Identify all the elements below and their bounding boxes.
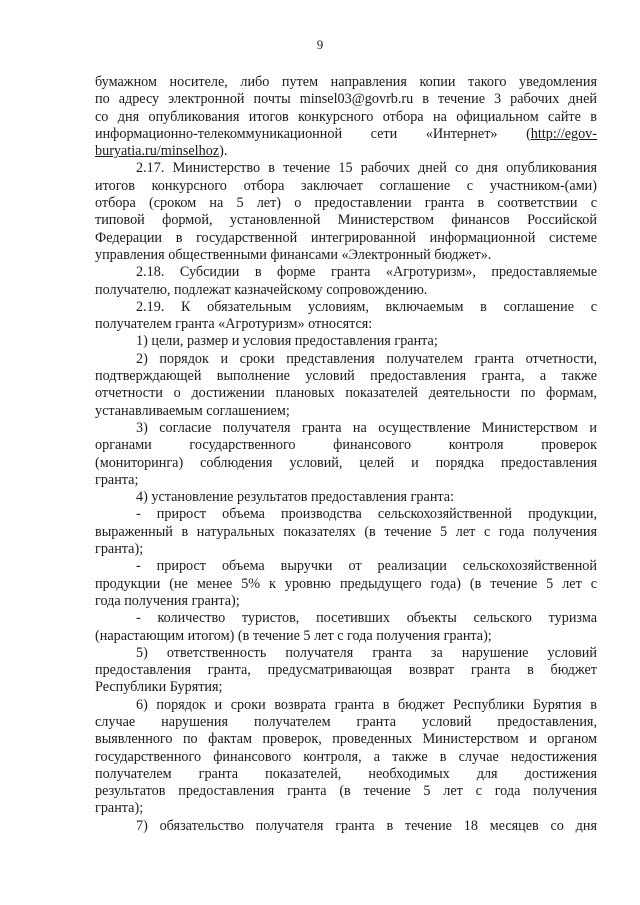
- text-line: государственного финансового контроля, а также в случае недостижения: [95, 748, 597, 765]
- url-link[interactable]: buryatia.ru/minselhoz: [95, 143, 220, 160]
- text-line: - прирост объема выручки от реализации сельскохозяйственной: [136, 558, 597, 575]
- text-line: информационно-телекоммуникационной сети «Интернет» (http://egov-: [95, 125, 597, 142]
- text-line: получателем гранта «Агротуризм» относятся:: [95, 316, 373, 333]
- text-line: по адресу электронной почты minsel03@govrb.ru в течение 3 рабочих дней: [95, 91, 597, 108]
- text-line: отбора (сроком на 5 лет) о предоставлении гранта в соответствии с: [95, 195, 597, 212]
- text-line: подтверждающей выполнение условий предоставления гранта, а также: [95, 368, 597, 385]
- text-line: устанавливаемым соглашением;: [95, 402, 290, 419]
- text-line: 6) порядок и сроки возврата гранта в бюджет Республики Бурятия в: [136, 696, 597, 713]
- page-number: 9: [316, 37, 324, 52]
- text-line: 2) порядок и сроки представления получателем гранта отчетности,: [136, 350, 597, 367]
- text-line: 1) цели, размер и условия предоставления гранта;: [136, 333, 438, 350]
- text-line: 3) согласие получателя гранта на осуществление Министерством и: [136, 419, 597, 436]
- text-line: гранта);: [95, 541, 144, 558]
- text-line: 7) обязательство получателя гранта в течение 18 месяцев со дня: [136, 817, 597, 834]
- text-line: buryatia.ru/minselhoz).: [95, 143, 228, 160]
- text-line: со дня опубликования итогов конкурсного отбора на официальном сайте в: [95, 108, 597, 125]
- document-body: [95, 74, 597, 835]
- text-line: продукции (не менее 5% к уровню предыдущего года) (в течение 5 лет с: [95, 575, 597, 592]
- text-line: года получения гранта);: [95, 592, 240, 609]
- text-line: результатов предоставления гранта (в течение 5 лет с года получения: [95, 783, 597, 800]
- text-line: гранта;: [95, 471, 139, 488]
- text-line: бумажном носителе, либо путем направления копии такого уведомления: [95, 74, 597, 90]
- text-line: - количество туристов, посетивших объекты сельского туризма: [136, 610, 597, 627]
- text-line: отчетности о достижении плановых показателей деятельности по формам,: [95, 385, 597, 402]
- text-line: получателю, подлежат казначейскому сопровождению.: [95, 281, 428, 298]
- text-line: итогов конкурсного отбора заключает соглашение с участником-(ами): [95, 177, 597, 194]
- text-line: предоставления гранта, предусматривающая возврат гранта в бюджет: [95, 662, 597, 679]
- text-line: получателем гранта показателей, необходимых для достижения: [95, 765, 597, 782]
- text-line: гранта);: [95, 800, 144, 817]
- text-line: случае нарушения получателем гранта условий предоставления,: [95, 713, 597, 730]
- text-line: выраженный в натуральных показателях (в течение 5 лет с года получения: [95, 523, 597, 540]
- text-line: - прирост объема производства сельскохозяйственной продукции,: [136, 506, 597, 523]
- text-line: 2.18. Субсидии в форме гранта «Агротуризм», предоставляемые: [136, 264, 597, 281]
- text-line: Республики Бурятия;: [95, 679, 223, 696]
- text-line: органами государственного финансового контроля проверок: [95, 437, 597, 454]
- text-line: 5) ответственность получателя гранта за нарушение условий: [136, 644, 597, 661]
- text-line: Федерации в государственной интегрированной информационной системе: [95, 229, 597, 246]
- text-line: (нарастающим итогом) (в течение 5 лет с года получения гранта);: [95, 627, 492, 644]
- text-line: 2.19. К обязательным условиям, включаемым в соглашение с: [136, 298, 597, 315]
- text-line: 2.17. Министерство в течение 15 рабочих дней со дня опубликования: [136, 160, 597, 177]
- text-line: выявленного по фактам проверок, проведенных Министерством и органом: [95, 731, 597, 748]
- text-line: управления общественными финансами «Электронный бюджет».: [95, 246, 492, 263]
- text-line: типовой формой, установленной Министерством финансов Российской: [95, 212, 597, 229]
- text-line: 4) установление результатов предоставления гранта:: [136, 489, 455, 506]
- text-line: (мониторинга) соблюдения условий, целей и порядка предоставления: [95, 454, 597, 471]
- url-link[interactable]: http://egov-: [530, 125, 597, 142]
